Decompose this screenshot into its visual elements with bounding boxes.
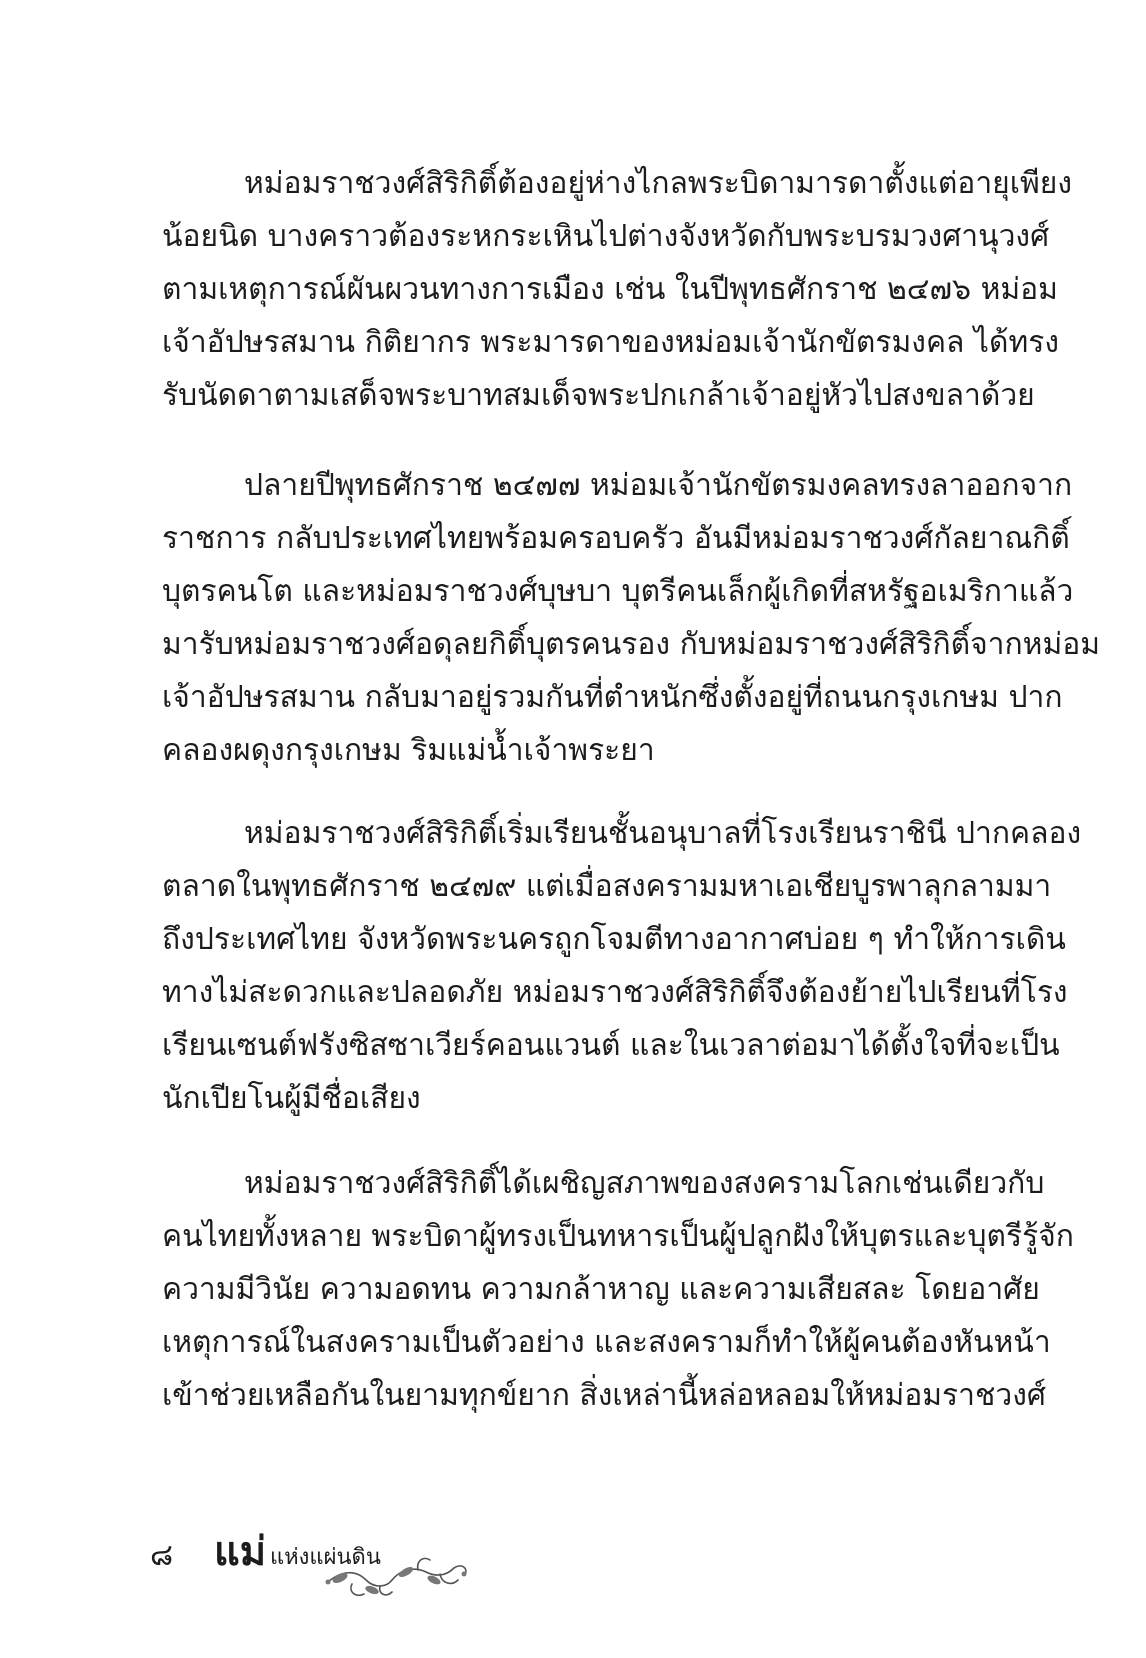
floral-scroll-ornament-icon: [322, 1552, 472, 1602]
paragraph-line: หม่อมราชวงศ์สิริกิติ์ได้เผชิญสภาพของสงครามโลกเช่นเดียวกับ: [244, 1166, 1045, 1201]
paragraph-line: น้อยนิด บางคราวต้องระหกระเหินไปต่างจังหวัดกับพระบรมวงศานุวงศ์: [162, 219, 1050, 254]
paragraph-line: ราชการ กลับประเทศไทยพร้อมครอบครัว อันมีหม่อมราชวงศ์กัลยาณกิติ์: [162, 521, 1070, 556]
paragraph-line: มารับหม่อมราชวงศ์อดุลยกิติ์บุตรคนรอง กับหม่อมราชวงศ์สิริกิติ์จากหม่อม: [162, 627, 1101, 662]
paragraph-line: นักเปียโนผู้มีชื่อเสียง: [162, 1081, 421, 1116]
paragraph-line: รับนัดดาตามเสด็จพระบาทสมเด็จพระปกเกล้าเจ้าอยู่หัวไปสงขลาด้วย: [162, 378, 1035, 413]
paragraph-line: บุตรคนโต และหม่อมราชวงศ์บุษบา บุตรีคนเล็กผู้เกิดที่สหรัฐอเมริกาแล้ว: [162, 574, 1074, 609]
paragraph-line: เหตุการณ์ในสงครามเป็นตัวอย่าง และสงครามก็ทำให้ผู้คนต้องหันหน้า: [162, 1325, 1051, 1360]
book-title-main: แม่: [214, 1529, 267, 1575]
paragraph-line: ความมีวินัย ความอดทน ความกล้าหาญ และความเสียสละ โดยอาศัย: [162, 1272, 1040, 1307]
paragraph-line: เจ้าอัปษรสมาน กลับมาอยู่รวมกันที่ตำหนักซึ่งตั้งอยู่ที่ถนนกรุงเกษม ปาก: [162, 680, 1063, 715]
paragraph-line: คนไทยทั้งหลาย พระบิดาผู้ทรงเป็นทหารเป็นผู้ปลูกฝังให้บุตรและบุตรีรู้จัก: [162, 1219, 1074, 1254]
paragraph-line: ปลายปีพุทธศักราช ๒๔๗๗ หม่อมเจ้านักขัตรมงคลทรงลาออกจาก: [244, 468, 1073, 503]
paragraph-line: ทางไม่สะดวกและปลอดภัย หม่อมราชวงศ์สิริกิติ์จึงต้องย้ายไปเรียนที่โรง: [162, 975, 1068, 1010]
paragraph-line: เข้าช่วยเหลือกันในยามทุกข์ยาก สิ่งเหล่านี้หล่อหลอมให้หม่อมราชวงศ์: [162, 1378, 1046, 1413]
page-footer: [150, 1530, 550, 1590]
paragraph-line: หม่อมราชวงศ์สิริกิติ์ต้องอยู่ห่างไกลพระบิดามารดาตั้งแต่อายุเพียง: [244, 166, 1073, 201]
book-title-sub: แห่งแผ่นดิน: [270, 1545, 381, 1570]
paragraph-line: เจ้าอัปษรสมาน กิติยากร พระมารดาของหม่อมเจ้านักขัตรมงคล ได้ทรง: [162, 325, 1060, 360]
paragraph-line: คลองผดุงกรุงเกษม ริมแม่น้ำเจ้าพระยา: [162, 733, 655, 768]
paragraph-line: ถึงประเทศไทย จังหวัดพระนครถูกโจมตีทางอากาศบ่อย ๆ ทำให้การเดิน: [162, 922, 1066, 957]
paragraph-line: เรียนเซนต์ฟรังซิสซาเวียร์คอนแวนต์ และในเวลาต่อมาได้ตั้งใจที่จะเป็น: [162, 1028, 1060, 1063]
paragraph-line: ตลาดในพุทธศักราช ๒๔๗๙ แต่เมื่อสงครามมหาเอเชียบูรพาลุกลามมา: [162, 869, 1052, 904]
page-number: ๘: [150, 1538, 174, 1573]
paragraph-line: ตามเหตุการณ์ผันผวนทางการเมือง เช่น ในปีพุทธศักราช ๒๔๗๖ หม่อม: [162, 272, 1058, 307]
paragraph-line: หม่อมราชวงศ์สิริกิติ์เริ่มเรียนชั้นอนุบาลที่โรงเรียนราชินี ปากคลอง: [244, 816, 1082, 851]
